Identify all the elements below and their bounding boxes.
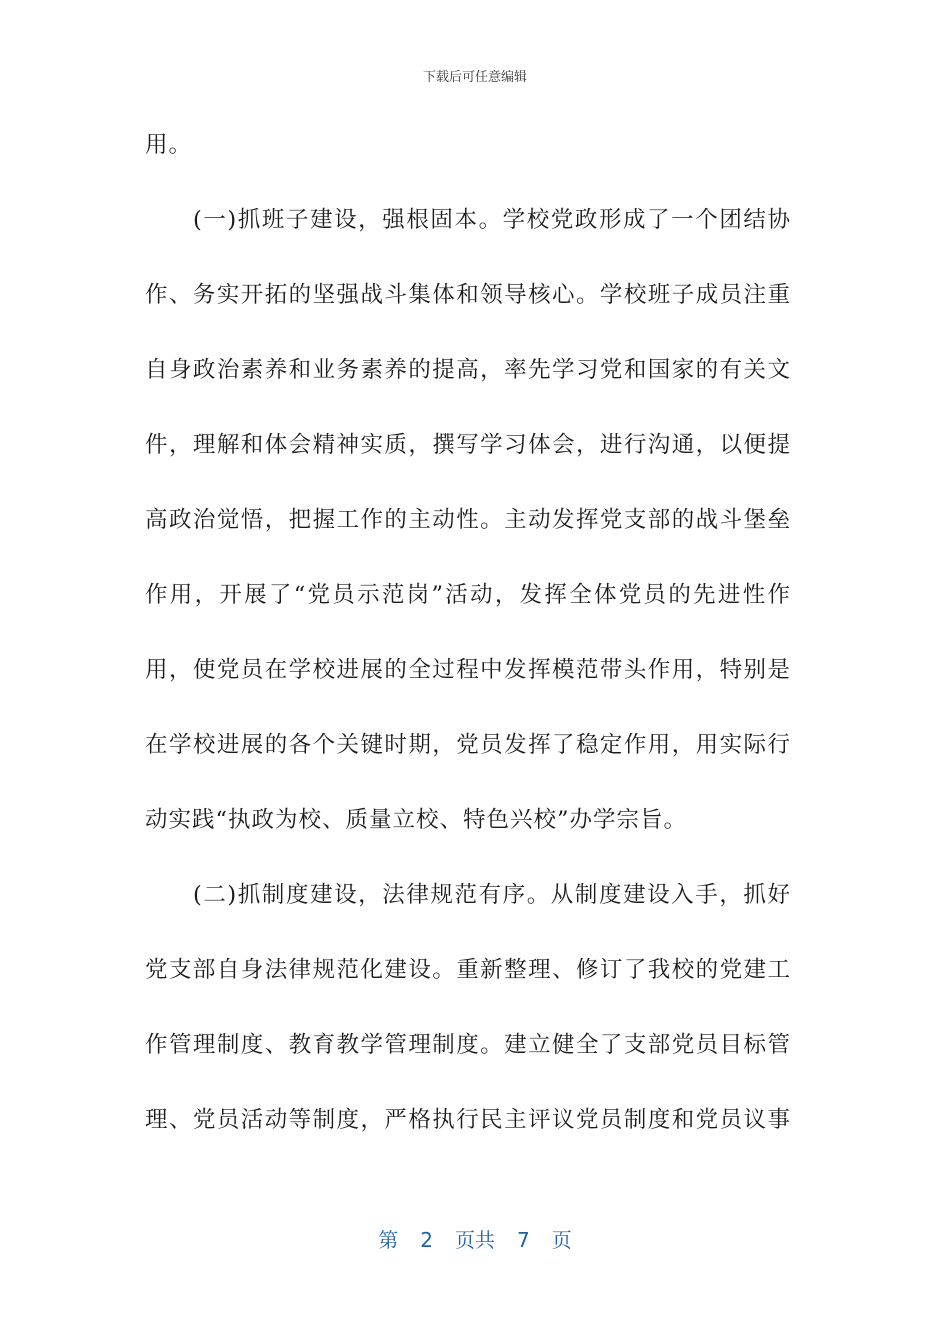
header-note: 下载后可任意编辑: [422, 70, 527, 85]
total-pages-number: 7: [517, 1228, 530, 1252]
footer-middle: 页共: [455, 1228, 495, 1252]
text-line: 高政治觉悟，把握工作的主动性。主动发挥党支部的战斗堡垒: [145, 507, 791, 533]
text-line: 理、党员活动等制度，严格执行民主评议党员制度和党员议事: [145, 1107, 791, 1133]
text-line: 动实践“执政为校、质量立校、特色兴校”办学宗旨。: [145, 807, 688, 833]
paragraph-lines: [145, 108, 791, 1158]
text-line: 作管理制度、教育教学管理制度。建立健全了支部党员目标管: [145, 1032, 791, 1058]
text-line: 用。: [145, 132, 193, 158]
document-body: [145, 108, 791, 1158]
text-line: (二)抓制度建设，法律规范有序。从制度建设入手，抓好: [193, 882, 791, 908]
footer-suffix: 页: [551, 1228, 572, 1252]
text-line: 作、务实开拓的坚强战斗集体和领导核心。学校班子成员注重: [145, 282, 791, 308]
footer-prefix: 第: [378, 1228, 399, 1252]
text-line: 作用，开展了“党员示范岗”活动，发挥全体党员的先进性作: [145, 582, 791, 608]
page-footer: [0, 1224, 950, 1253]
text-line: 用，使党员在学校进展的全过程中发挥模范带头作用，特别是: [145, 657, 791, 683]
text-line: 件，理解和体会精神实质，撰写学习体会，进行沟通，以便提: [145, 432, 791, 458]
text-line: (一)抓班子建设，强根固本。学校党政形成了一个团结协: [193, 207, 791, 233]
text-line: 在学校进展的各个关键时期，党员发挥了稳定作用，用实际行: [145, 732, 791, 758]
text-line: 党支部自身法律规范化建设。重新整理、修订了我校的党建工: [145, 957, 791, 983]
text-line: 自身政治素养和业务素养的提高，率先学习党和国家的有关文: [145, 357, 791, 383]
current-page-number: 2: [420, 1228, 433, 1252]
